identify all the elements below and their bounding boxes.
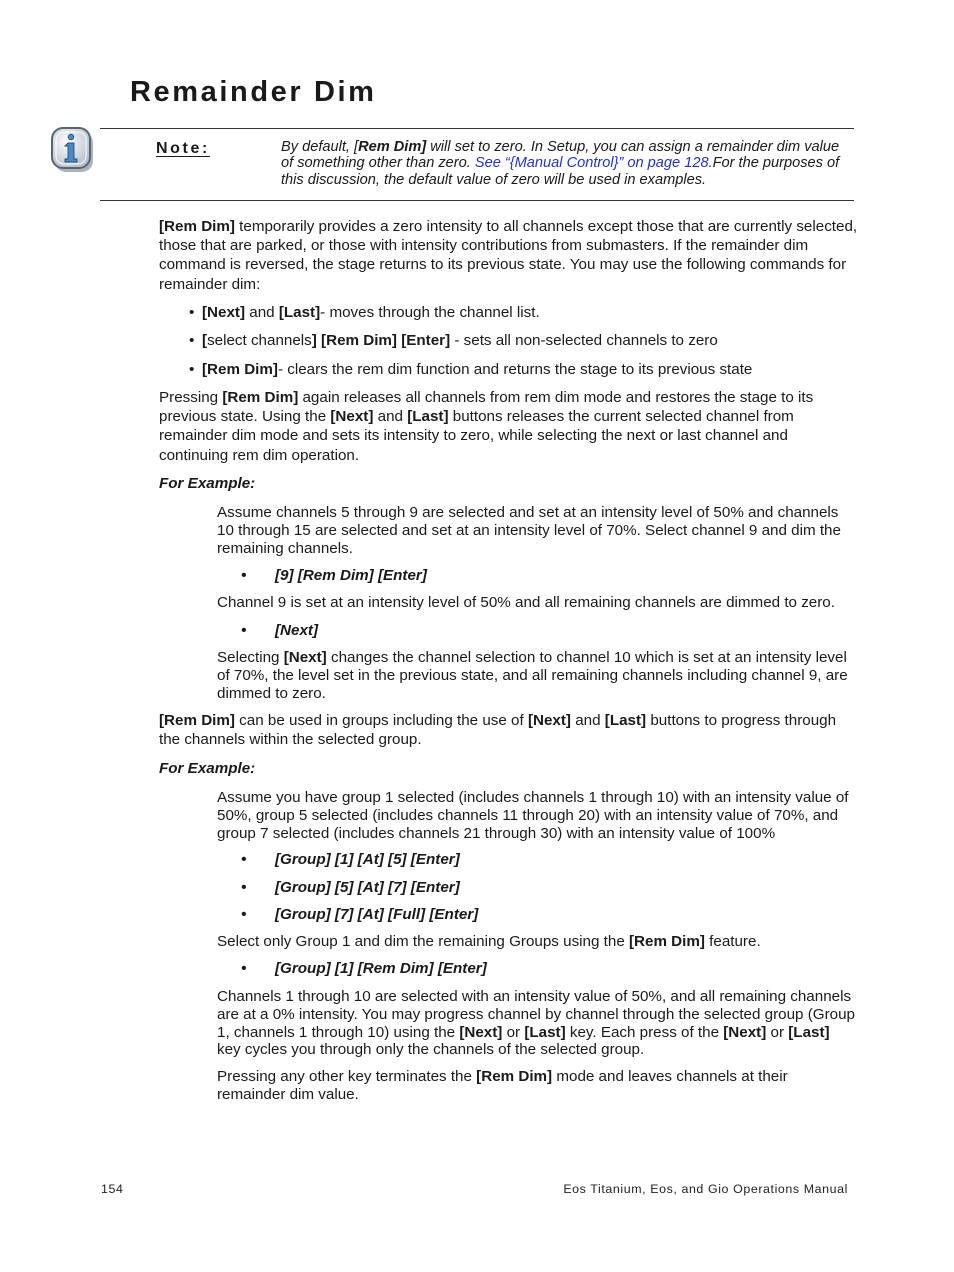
example-result: Select only Group 1 and dim the remaining Groups using the [Rem Dim] feature. [217,933,761,950]
example-heading: For Example: [159,475,256,492]
manual-title: Eos Titanium, Eos, and Gio Operations Manual [563,1182,848,1196]
command-item: • [Group] [5] [At] [7] [Enter] [241,879,460,896]
list-item: • [Next] and [Last]- moves through the channel list. [189,304,540,321]
page-title: Remainder Dim [130,76,377,108]
list-item: • [Rem Dim]- clears the rem dim function and returns the stage to its previous state [189,361,753,378]
example-result: Channels 1 through 10 are selected with an intensity value of 50%, and all remaining channels are at a 0% intensity. You may progress channel by channel through the selected group (Group 1, channels 1 through 10) using the [Next] or [Last] key. Each press of the [Next] or [Last] key cycles you through only the channels of the selected group. [217,988,855,1059]
manual-control-link[interactable]: See “{Manual Control}” on page 128. [474,155,713,172]
command-item: • [Next] [241,622,319,639]
example-result: Selecting [Next] changes the channel selection to channel 10 which is set at an intensity level of 70%, the level set in the previous state, and all remaining channels including channel 9, are dimmed to zero. [217,649,848,702]
note-bottom-divider [100,200,854,201]
note-label: Note: [156,140,210,157]
example-result: Pressing any other key terminates the [Rem Dim] mode and leaves channels at their remainder dim value. [217,1068,788,1103]
command-item: • [9] [Rem Dim] [Enter] [241,567,427,584]
command-item: • [Group] [7] [At] [Full] [Enter] [241,906,479,923]
example-intro: Assume you have group 1 selected (includes channels 1 through 10) with an intensity value of 50%, group 5 selected (includes channels 11 through 20) with an intensity value of 70%, and group 7 selected (includes channels 21 through 30) with an intensity value of 100% [217,789,849,842]
example-heading: For Example: [159,760,256,777]
example-result: Channel 9 is set at an intensity level of 50% and all remaining channels are dimmed to zero. [217,594,835,611]
groups-paragraph: [Rem Dim] can be used in groups including the use of [Next] and [Last] buttons to progress through the channels within the selected group. [159,712,837,749]
list-item: • [select channels] [Rem Dim] [Enter] - sets all non-selected channels to zero [189,332,718,349]
info-icon [50,126,96,174]
note-text: By default, [Rem Dim] will set to zero. In Setup, you can assign a remainder dim value of something other than zero. See “{Manual Control}” on page 128.For the purposes of this discussion, the default value of zero will be used in examples. [281,139,840,188]
command-item: • [Group] [1] [Rem Dim] [Enter] [241,960,487,977]
command-item: • [Group] [1] [At] [5] [Enter] [241,851,460,868]
intro-paragraph: [Rem Dim] temporarily provides a zero intensity to all channels except those that are currently selected, those that are parked, or those with intensity contributions from submasters. If the remainder dim command is reversed, the stage returns to its previous state. You may use the following commands for remainder dim: [159,218,858,293]
page-number: 154 [101,1182,124,1196]
note-top-divider [100,128,854,129]
example-intro: Assume channels 5 through 9 are selected and set at an intensity level of 50% and channels 10 through 15 are selected and set at an intensity level of 70%. Select channel 9 and dim the remaining channels. [217,504,841,557]
pressing-paragraph: Pressing [Rem Dim] again releases all channels from rem dim mode and restores the stage to its previous state. Using the [Next] and [Last] buttons releases the current selected channel from remainder dim mode and sets its intensity to zero, while selecting the next or last channel and continuing rem dim operation. [159,389,814,464]
